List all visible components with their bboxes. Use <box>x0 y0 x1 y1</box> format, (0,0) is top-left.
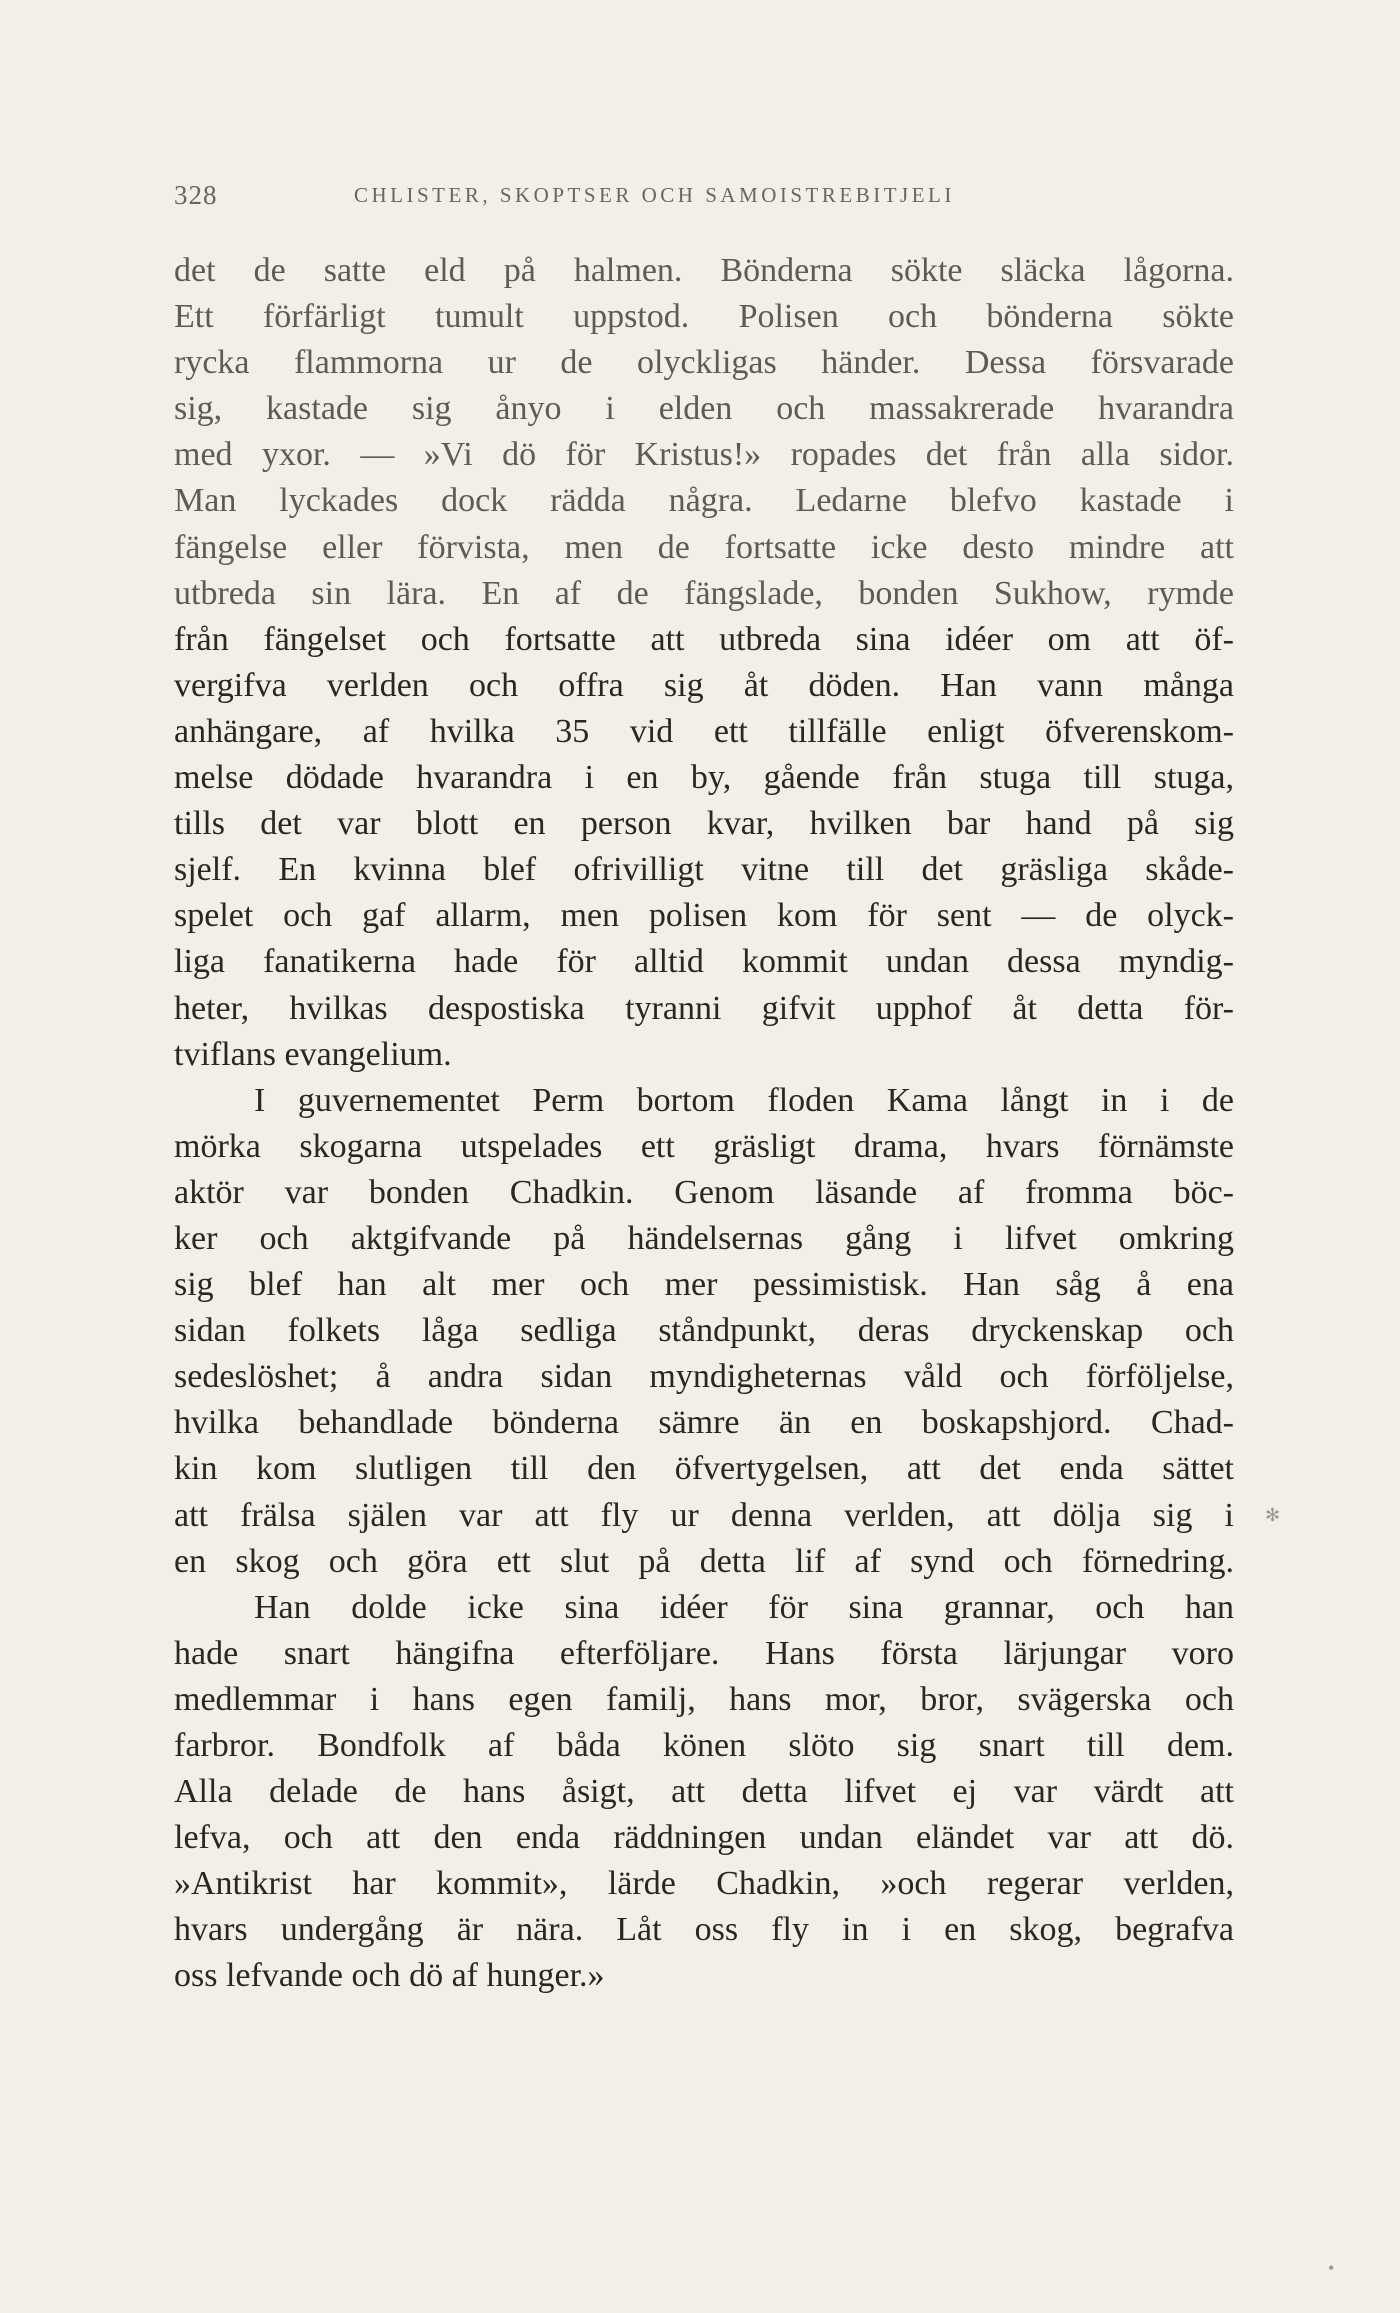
text-line: melse dödade hvarandra i en by, gående från stuga till stuga, <box>174 759 1234 797</box>
text-line: mörka skogarna utspelades ett gräsligt drama, hvars förnämste <box>174 1127 1234 1165</box>
text-line: oss lefvande och dö af hunger.» <box>174 1957 605 1995</box>
paragraph-start: I guvernementet Perm bortom floden Kama långt in i de <box>254 1081 1234 1119</box>
page-number: 328 <box>174 180 218 210</box>
text-line: heter, hvilkas despostiska tyranni gifvit upphof åt detta för- <box>174 989 1234 1027</box>
text-line: tills det var blott en person kvar, hvilken bar hand på sig <box>174 805 1234 843</box>
ink-speck-icon: ✻ <box>1265 1505 1281 1525</box>
text-line: sidan folkets låga sedliga ståndpunkt, deras dryckenskap och <box>174 1312 1234 1350</box>
text-line: medlemmar i hans egen familj, hans mor, bror, svägerska och <box>174 1680 1234 1718</box>
text-line: lefva, och att den enda räddningen undan eländet var att dö. <box>174 1819 1234 1857</box>
text-line: vergifva verlden och offra sig åt döden. Han vann många <box>174 666 1234 704</box>
text-line: spelet och gaf allarm, men polisen kom för sent — de olyck- <box>174 897 1234 935</box>
text-line: från fängelset och fortsatte att utbreda sina idéer om att öf- <box>174 620 1234 658</box>
text-line: aktör var bonden Chadkin. Genom läsande af fromma böc- <box>174 1173 1234 1211</box>
text-line: sjelf. En kvinna blef ofrivilligt vitne till det gräsliga skåde- <box>174 851 1234 889</box>
ink-speck-icon: • <box>1328 2258 1335 2278</box>
text-line: Ett förfärligt tumult uppstod. Polisen och bönderna sökte <box>174 298 1234 336</box>
text-line: »Antikrist har kommit», lärde Chadkin, »och regerar verlden, <box>174 1865 1234 1903</box>
text-line: en skog och göra ett slut på detta lif af synd och förnedring. <box>174 1542 1234 1580</box>
body-text <box>174 248 1234 2000</box>
running-head: CHLISTER, SKOPTSER OCH SAMOISTREBITJELI <box>354 183 955 207</box>
text-line: rycka flammorna ur de olyckligas händer. Dessa försvarade <box>174 344 1234 382</box>
text-line: tviflans evangelium. <box>174 1035 452 1073</box>
text-line: det de satte eld på halmen. Bönderna sökte släcka lågorna. <box>174 252 1234 289</box>
text-line: utbreda sin lära. En af de fängslade, bonden Sukhow, rymde <box>174 574 1234 612</box>
page-header <box>174 180 1234 220</box>
text-line: med yxor. — »Vi dö för Kristus!» ropades det från alla sidor. <box>174 436 1234 474</box>
text-line: Man lyckades dock rädda några. Ledarne blefvo kastade i <box>174 482 1234 520</box>
text-line: anhängare, af hvilka 35 vid ett tillfälle enligt öfverenskom- <box>174 712 1234 750</box>
text-line: att frälsa själen var att fly ur denna verlden, att dölja sig i <box>174 1496 1234 1534</box>
text-line: hade snart hängifna efterföljare. Hans första lärjungar voro <box>174 1634 1234 1672</box>
text-line: ker och aktgifvande på händelsernas gång i lifvet omkring <box>174 1219 1234 1257</box>
text-line: sig blef han alt mer och mer pessimistisk. Han såg å ena <box>174 1266 1234 1304</box>
text-line: kin kom slutligen till den öfvertygelsen, att det enda sättet <box>174 1450 1234 1488</box>
text-line: sedeslöshet; å andra sidan myndigheternas våld och förföljelse, <box>174 1358 1234 1396</box>
text-line: liga fanatikerna hade för alltid kommit undan dessa myndig- <box>174 943 1234 981</box>
text-line: sig, kastade sig ånyo i elden och massakrerade hvarandra <box>174 390 1234 428</box>
text-line: hvars undergång är nära. Låt oss fly in i en skog, begrafva <box>174 1911 1234 1949</box>
text-line: fängelse eller förvista, men de fortsatte icke desto mindre att <box>174 528 1234 566</box>
text-line: Alla delade de hans åsigt, att detta lifvet ej var värdt att <box>174 1773 1234 1811</box>
paragraph-start: Han dolde icke sina idéer för sina grannar, och han <box>254 1588 1234 1626</box>
text-line: farbror. Bondfolk af båda könen slöto sig snart till dem. <box>174 1727 1234 1764</box>
text-line: hvilka behandlade bönderna sämre än en boskapshjord. Chad- <box>174 1404 1234 1442</box>
